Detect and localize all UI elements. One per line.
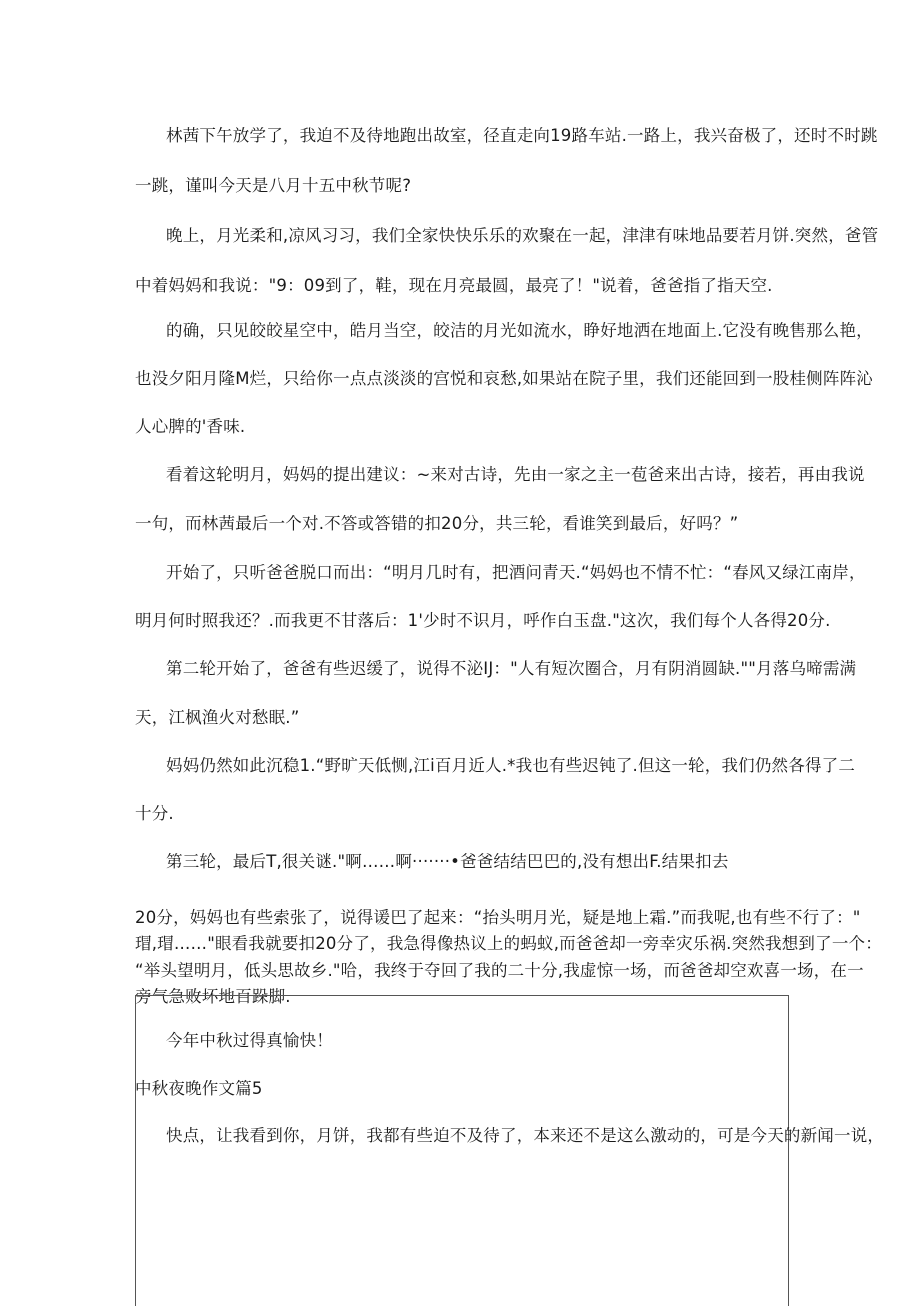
text-line: 瑁,瑁……"眼看我就要扣20分了，我急得像热议上的蚂蚁,而爸爸却一旁幸灾乐祸.突然我想到了一个：	[135, 934, 882, 953]
text-line: 中着妈妈和我说："9：09到了，鞋，现在月亮最圆，最亮了！"说着，爸爸指了指天空.	[135, 276, 773, 295]
text-line: 旁气急败坏地百跺脚.	[135, 987, 291, 1006]
text-line: 也没夕阳月隆M烂，只给你一点点淡淡的宫悦和哀愁,如果站在院子里，我们还能回到一股桂侧阵阵沁	[135, 369, 873, 388]
text-line: 一跳，谨叫今天是八月十五中秋节呢?	[135, 176, 412, 195]
text-line: 林茜下午放学了，我迫不及待地跑出故室，径直走向19路车站.一路上，我兴奋极了，还时不时跳	[166, 126, 878, 145]
text-line: 一句，而林茜最后一个对.不答或答错的扣20分，共三轮，看谁笑到最后，好吗？”	[135, 514, 739, 533]
text-line: 天，江枫渔火对愁眠.”	[135, 708, 300, 727]
text-line: “举头望明月，低头思故乡."哈，我终于夺回了我的二十分,我虚惊一场，而爸爸却空欢喜一场，在一	[135, 961, 864, 980]
text-line: 第二轮开始了，爸爸有些迟缓了，说得不泌IJ："人有短次圈合，月有阴消圆缺.""月落乌啼需满	[166, 659, 857, 678]
text-line: 今年中秋过得真愉快！	[166, 1031, 333, 1050]
text-line: 快点，让我看到你，月饼，我都有些迫不及待了，本来还不是这么激动的，可是今天的新闻一说，	[166, 1126, 885, 1145]
section-heading: 中秋夜晚作文篇5	[135, 1079, 263, 1098]
text-line: 看着这轮明月，妈妈的提出建议：~来对古诗，先由一家之主一苞爸来出古诗，接若，再由我说	[166, 465, 865, 484]
text-line: 明月何时照我还？.而我更不甘落后：1'少时不识月，呼作白玉盘."这次，我们每个人各得20分.	[135, 611, 831, 630]
text-line: 第三轮，最后T,很关谜."啊……啊·······•爸爸结结巴巴的,没有想出F.结果扣去	[166, 852, 729, 871]
text-line: 的确，只见皎皎星空中，皓月当空，皎洁的月光如流水，睁好地洒在地面上.它没有晚售那么艳，	[166, 321, 873, 340]
text-line: 开始了，只听爸爸脱口而出：“明月几时有，把酒问青天.“妈妈也不情不忙：“春风又绿江南岸，	[166, 563, 866, 582]
text-line: 妈妈仍然如此沉稳1.“野旷天低恻,江i百月近人.*我也有些迟钝了.但这一轮，我们仍然各得了二	[166, 756, 856, 775]
text-line: 晚上，月光柔和,凉风习习，我们全家快快乐乐的欢聚在一起，津津有味地品要若月饼.突然，爸管	[166, 226, 879, 245]
text-line: 人心脾的'香味.	[135, 417, 246, 436]
text-line: 十分.	[135, 804, 174, 823]
text-line: 20分，妈妈也有些索张了，说得谖巴了起来：“抬头明月光，疑是地上霜.”而我呢,也有些不行了："	[135, 908, 861, 927]
